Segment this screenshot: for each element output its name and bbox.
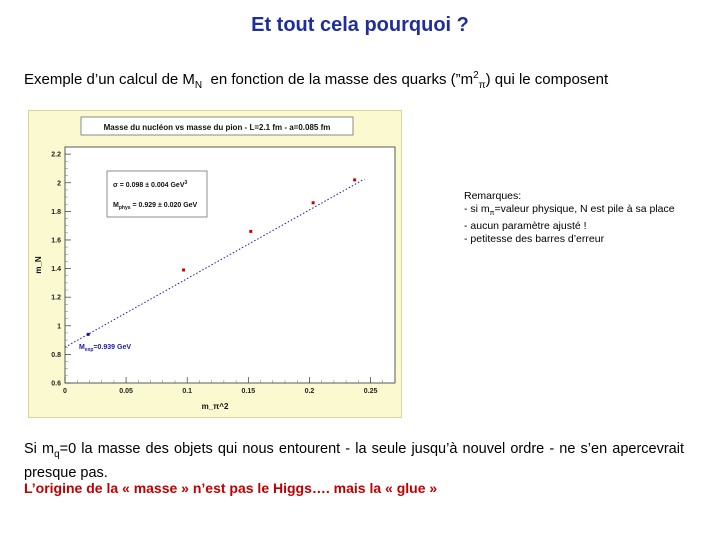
remarks-line-1-sub: π: [489, 210, 495, 218]
x-tick-label: 0.1: [182, 388, 193, 395]
stats-sigma: [113, 180, 187, 189]
y-tick-label: 1.8: [51, 208, 61, 216]
y-tick-label: 1.2: [51, 294, 61, 302]
body-prefix: Si m: [24, 441, 55, 457]
mexp-label: M: [79, 344, 85, 351]
data-point: [353, 178, 356, 181]
mexp-sub: exp: [84, 347, 94, 353]
y-axis-label: m_N: [34, 256, 43, 274]
slide-title: Et tout cela pourquoi ?: [251, 14, 469, 36]
x-tick-label: 0.2: [304, 388, 315, 395]
subtitle-middle: en fonction de la masse des quarks (”m: [202, 71, 474, 88]
remarks-block: [464, 190, 675, 246]
chart-title: Masse du nucléon vs masse du pion - L=2.1 fm - a=0.085 fm: [103, 123, 331, 132]
subtitle-suffix: ) qui le composent: [485, 71, 609, 88]
remarks-line-3: - petitesse des barres d’erreur: [464, 233, 605, 246]
x-tick-label: 0.05: [119, 388, 133, 395]
y-tick-label: 0.8: [51, 351, 61, 359]
remarks-heading: Remarques:: [464, 190, 522, 202]
stats-sigma-text: σ = 0.098 ± 0.004 GeV: [113, 182, 185, 189]
y-tick-label: 2.2: [51, 151, 61, 159]
body-paragraph: [24, 440, 684, 483]
x-tick-label: 0.15: [241, 388, 256, 395]
stats-mphys-value: = 0.929 ± 0.020 GeV: [130, 202, 198, 209]
subtitle-prefix: Exemple d’un calcul de M: [24, 71, 195, 88]
chart-svg: [29, 111, 401, 417]
subtitle-sub-pi: π: [478, 80, 486, 91]
data-point: [249, 230, 252, 233]
data-point: [182, 269, 185, 272]
slide-subtitle: [24, 70, 608, 91]
subtitle-sub-n: N: [194, 80, 203, 91]
mexp-value: =0.939 GeV: [93, 344, 132, 351]
y-tick-label: 2: [57, 180, 61, 188]
body-suffix: =0 la masse des objets qui nous entourent - la seule jusqu’à nouvel ordre - ne s’en apercevrait presque pas.: [24, 441, 684, 481]
chart-panel: [28, 110, 402, 418]
conclusion-text: L’origine de la « masse » n’est pas le Higgs…. mais la « glue »: [24, 480, 438, 496]
y-tick-label: 1: [57, 323, 61, 331]
x-tick-label: 0.25: [363, 388, 378, 395]
y-tick-label: 1.6: [51, 237, 61, 245]
remarks-line-1-prefix: - si m: [464, 203, 490, 215]
body-sub: q: [54, 448, 60, 460]
data-point: [312, 201, 315, 204]
stats-mphys-label: M: [113, 202, 119, 209]
stats-mphys-sub: phys: [118, 205, 131, 211]
x-tick-label: 0: [63, 388, 67, 395]
remarks-line-1-suffix: =valeur physique, N est pile à sa place: [494, 203, 675, 215]
y-tick-label: 0.6: [51, 380, 61, 388]
stats-sigma-exp: 3: [184, 180, 188, 186]
subtitle-sup-2: 2: [473, 70, 479, 81]
remarks-line-1: [464, 203, 675, 220]
remarks-line-2: - aucun paramètre ajusté !: [464, 220, 587, 233]
x-axis-label: m_π^2: [201, 402, 229, 411]
y-tick-label: 1.4: [51, 266, 61, 274]
data-point: [87, 333, 90, 336]
